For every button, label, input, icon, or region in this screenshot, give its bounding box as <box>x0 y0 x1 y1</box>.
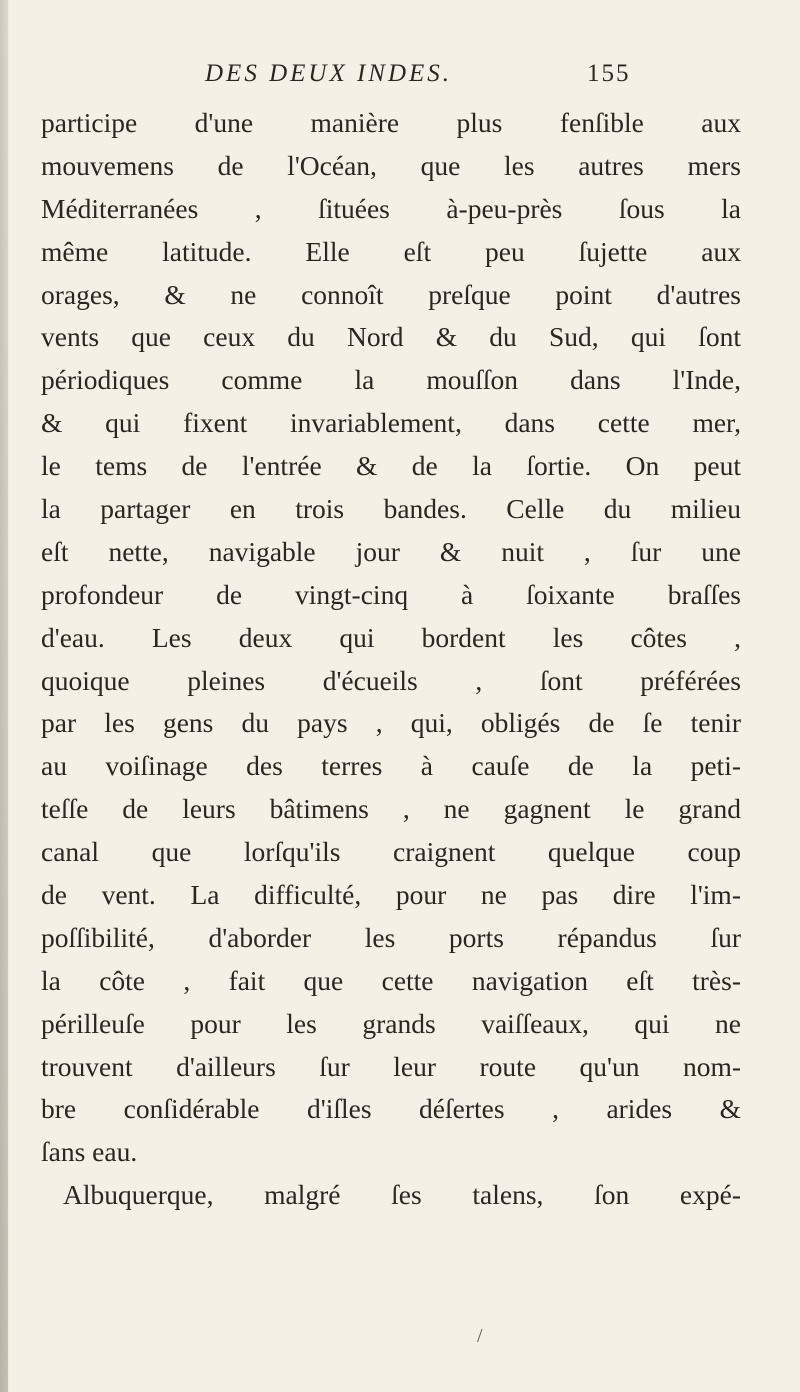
text-line: orages, & ne connoît preſque point d'autres <box>41 278 741 310</box>
page-header <box>205 60 655 100</box>
body-text <box>41 102 741 1217</box>
text-line: participe d'une manière plus fenſible aux <box>41 107 741 138</box>
text-line: par les gens du pays , qui, obligés de ſe tenir <box>41 707 741 739</box>
text-line: même latitude. Elle eſt peu ſujette aux <box>41 235 741 267</box>
text-line: teſſe de leurs bâtimens , ne gagnent le grand <box>41 793 741 825</box>
text-line: ſans eau. <box>41 1136 138 1168</box>
page-edge-shadow <box>0 0 8 1392</box>
text-line: bre conſidérable d'iſles déſertes , arides & <box>41 1093 741 1125</box>
signature-mark: / <box>477 1325 483 1347</box>
text-line: Albuquerque, malgré ſes talens, ſon expé- <box>63 1179 741 1211</box>
text-line: au voiſinage des terres à cauſe de la peti- <box>41 750 741 782</box>
text-line: poſſibilité, d'aborder les ports répandus ſur <box>41 921 741 953</box>
text-line: de vent. La difficulté, pour ne pas dire l'im- <box>41 879 741 911</box>
text-line: périodiques comme la mouſſon dans l'Inde, <box>41 364 741 396</box>
text-line: la partager en trois bandes. Celle du milieu <box>41 493 741 525</box>
text-line: eſt nette, navigable jour & nuit , ſur une <box>41 535 741 567</box>
running-title: DES DEUX INDES. <box>205 60 453 87</box>
page-number: 155 <box>587 60 631 87</box>
text-line: Méditerranées , ſituées à-peu-près ſous la <box>41 192 741 224</box>
text-line: mouvemens de l'Océan, que les autres mers <box>41 149 741 181</box>
text-line: périlleuſe pour les grands vaiſſeaux, qui ne <box>41 1007 741 1039</box>
text-line: & qui fixent invariablement, dans cette mer, <box>41 407 741 439</box>
text-line: la côte , fait que cette navigation eſt très- <box>41 964 741 996</box>
text-line: profondeur de vingt-cinq à ſoixante braſſes <box>41 578 741 610</box>
text-line: d'eau. Les deux qui bordent les côtes , <box>41 621 741 653</box>
text-line: vents que ceux du Nord & du Sud, qui ſont <box>41 321 741 353</box>
text-line: canal que lorſqu'ils craignent quelque coup <box>41 836 741 868</box>
text-line: quoique pleines d'écueils , ſont préférées <box>41 664 741 696</box>
text-line: le tems de l'entrée & de la ſortie. On peut <box>41 450 741 482</box>
text-line: trouvent d'ailleurs ſur leur route qu'un nom- <box>41 1050 741 1082</box>
